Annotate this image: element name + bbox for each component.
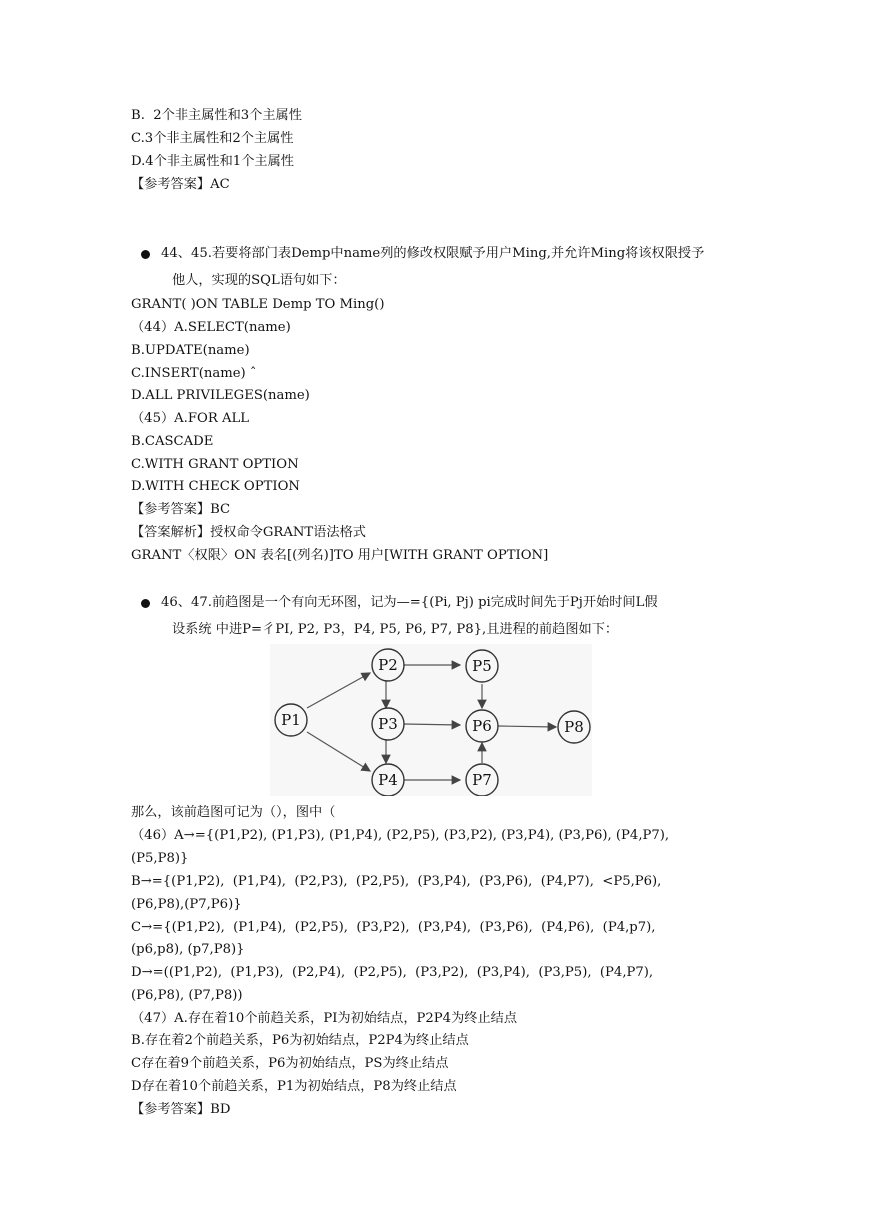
option-b: B. 2个非主属性和3个主属性	[131, 108, 302, 123]
option-46d: D→=((P1,P2), (P1,P3), (P2,P4), (P2,P5), (P3,P2), (P3,P4), (P3,P5), (P4,P7),	[131, 965, 654, 980]
option-44b: B.UPDATE(name)	[131, 343, 250, 358]
option-47a: （47）A.存在着10个前趋关系，PI为初始结点，P2P4为终止结点	[131, 1011, 518, 1026]
question-text: 46、47.前趋图是一个有向无环图，记为—={(Pi, Pj) pi完成时间先于Pj开始时间L假	[161, 595, 658, 610]
option-46b-cont: (P6,P8),(P7,P6)}	[131, 897, 242, 912]
reference-answer: 【参考答案】AC	[131, 177, 230, 192]
precedence-graph-svg	[270, 644, 592, 796]
node-label-p2: P2	[378, 656, 398, 674]
edge-p1-p2	[307, 673, 370, 708]
node-label-p4: P4	[378, 771, 398, 789]
option-45c: C.WITH GRANT OPTION	[131, 457, 299, 472]
option-46b: B→={(P1,P2), (P1,P4), (P2,P3), (P2,P5), (P3,P4), (P3,P6), (P4,P7), <P5,P6),	[131, 874, 662, 889]
answer-analysis: 【答案解析】授权命令GRANT语法格式	[131, 525, 366, 540]
reference-answer: 【参考答案】BC	[131, 502, 231, 517]
edge-p1-p4	[307, 732, 370, 771]
sql-statement: GRANT( )ON TABLE Demp TO Ming()	[131, 297, 385, 312]
bullet-icon	[141, 599, 150, 608]
option-46c: C→={(P1,P2), (P1,P4), (P2,P5), (P3,P2), (P3,P4), (P3,P6), (P4,P6), (P4,p7),	[131, 920, 656, 935]
option-47d: D存在着10个前趋关系，P1为初始结点，P8为终止结点	[131, 1079, 457, 1094]
question-text-cont: 他人，实现的SQL语句如下：	[172, 273, 346, 288]
option-45a: （45）A.FOR ALL	[131, 411, 249, 426]
option-c: C.3个非主属性和2个主属性	[131, 131, 294, 146]
question-text-cont: 设系统 中进P=彳PI, P2, P3，P4, P5, P6, P7, P8},且进程的前趋图如下：	[172, 622, 619, 637]
option-46d-cont: (P6,P8), (P7,P8))	[131, 988, 243, 1003]
option-45d: D.WITH CHECK OPTION	[131, 479, 300, 494]
option-45b: B.CASCADE	[131, 434, 214, 449]
bullet-icon	[141, 250, 150, 259]
option-47c: C存在着9个前趋关系，P6为初始结点，PS为终止结点	[131, 1056, 449, 1071]
node-label-p6: P6	[472, 717, 492, 735]
reference-answer: 【参考答案】BD	[131, 1102, 231, 1117]
option-46a-cont: (P5,P8)}	[131, 851, 189, 866]
option-46a: （46）A→={(P1,P2), (P1,P3), (P1,P4), (P2,P5), (P3,P2), (P3,P4), (P3,P6), (P4,P7),	[131, 828, 670, 843]
grant-syntax: GRANT〈权限〉ON 表名[(列名)]TO 用户[WITH GRANT OPTION]	[131, 548, 549, 563]
node-label-p1: P1	[281, 711, 301, 729]
edge-p3-p6	[404, 724, 460, 725]
question-prompt: 那么，该前趋图可记为（），图中（	[131, 805, 336, 820]
question-text: 44、45.若要将部门表Demp中name列的修改权限赋予用户Ming,并允许Ming将该权限授予	[161, 246, 705, 261]
option-d: D.4个非主属性和1个主属性	[131, 154, 294, 169]
option-44d: D.ALL PRIVILEGES(name)	[131, 388, 310, 403]
option-46c-cont: (p6,p8), (p7,P8)}	[131, 942, 245, 957]
node-label-p5: P5	[472, 657, 492, 675]
precedence-graph	[270, 644, 592, 796]
node-label-p3: P3	[378, 715, 398, 733]
option-47b: B.存在着2个前趋关系，P6为初始结点，P2P4为终止结点	[131, 1033, 469, 1048]
option-44a: （44）A.SELECT(name)	[131, 320, 291, 335]
edge-p6-p8	[498, 726, 556, 727]
option-44c: C.INSERT(name) ˆ	[131, 366, 257, 381]
node-label-p7: P7	[472, 771, 492, 789]
node-label-p8: P8	[564, 718, 584, 736]
